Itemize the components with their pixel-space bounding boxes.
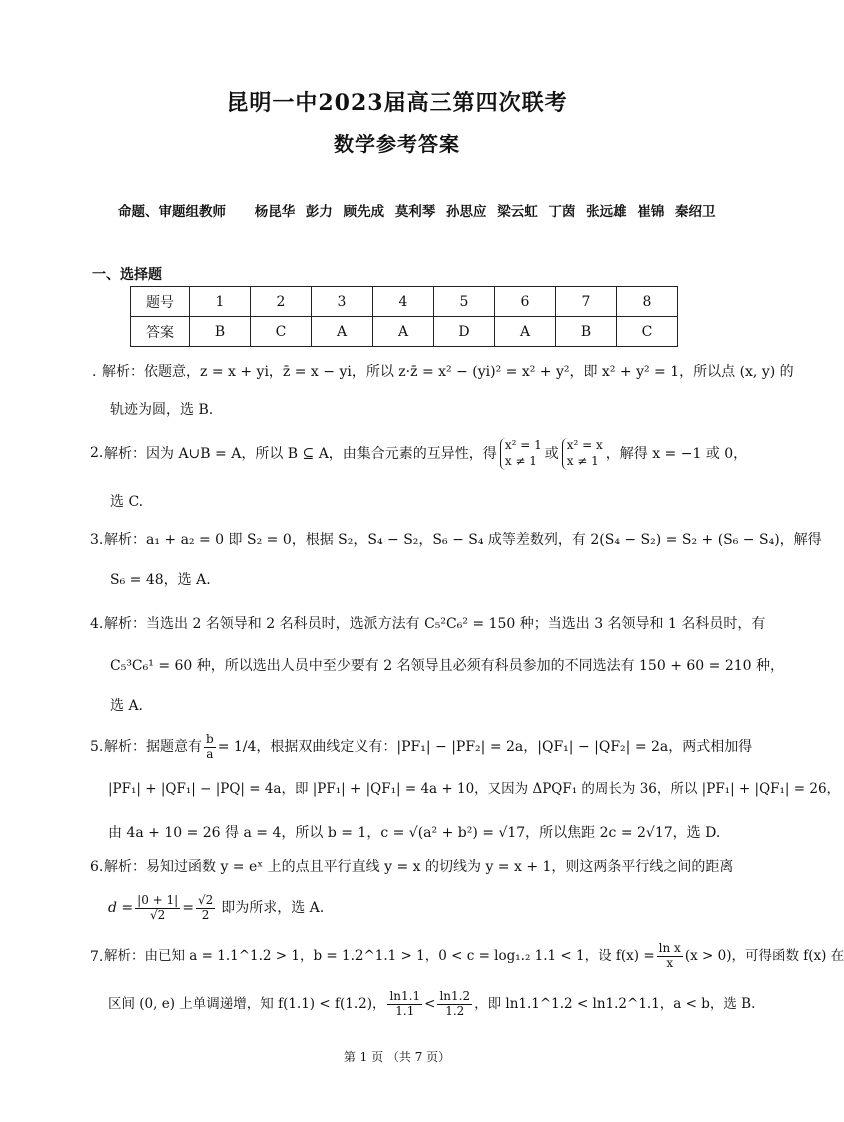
table-cell: B <box>556 317 617 347</box>
fraction-denominator: √2 <box>150 907 166 922</box>
table-cell: A <box>495 317 556 347</box>
fraction <box>135 894 180 923</box>
fraction-denominator: 2 <box>201 907 210 922</box>
fraction <box>387 990 422 1019</box>
solution-text-part: ，即 ln1.1^1.2 < ln1.2^1.1，a < b，选 B. <box>474 995 756 1012</box>
solution-text: S₆ = 48，选 A. <box>110 572 211 588</box>
fraction-denominator: 1.1 <box>395 1003 415 1018</box>
solution-text-part: 解析：因为 A∪B = A，所以 B ⊆ A，由集合元素的互异性，得 <box>104 445 497 462</box>
authors-label: 命题、审题组教师 <box>118 204 226 220</box>
equation: x² = 1 <box>504 438 542 453</box>
fraction-numerator: ln x <box>658 940 681 955</box>
table-cell: 3 <box>312 287 373 317</box>
solution-number: 7. <box>90 949 104 965</box>
solution-text: 解析：易知过函数 y = eˣ 上的点且平行直线 y = x 的切线为 y = x + 1，则这两条平行线之间的距离 <box>104 859 734 875</box>
author-name: 彭力 <box>305 204 333 220</box>
document-title: 昆明一中2023届高三第四次联考 <box>226 90 568 116</box>
fraction-numerator: √2 <box>197 892 214 907</box>
table-row <box>131 317 678 347</box>
table-cell: A <box>373 317 434 347</box>
table-cell: B <box>190 317 251 347</box>
fraction-numerator: |0 + 1| <box>137 892 179 907</box>
solution-text: 由 4a + 10 = 26 得 a = 4，所以 b = 1，c = √(a² + b²) = √17，所以焦距 2c = 2√17，选 D. <box>108 825 721 841</box>
answer-table <box>130 286 678 347</box>
solution-text: |PF₁| + |QF₁| − |PQ| = 4a，即 |PF₁| + |QF₁| = 4a + 10，又因为 ΔPQF₁ 的周长为 36，所以 |PF₁| + |QF₁| = 26， <box>108 781 841 797</box>
table-cell: 4 <box>373 287 434 317</box>
equation: x ≠ 1 <box>566 454 599 468</box>
author-name: 孙思应 <box>446 204 487 220</box>
solution-text: 解析：a₁ + a₂ = 0 即 S₂ = 0，根据 S₂，S₄ − S₂，S₆ − S₄ 成等差数列，有 2(S₄ − S₂) = S₂ + (S₆ − S₄)，解得 <box>104 532 822 548</box>
author-name: 秦绍卫 <box>675 204 716 220</box>
solution-text <box>104 936 844 976</box>
fraction-denominator: 1.2 <box>445 1003 465 1018</box>
table-header-cell: 答案 <box>131 317 190 347</box>
table-cell: D <box>434 317 495 347</box>
author-name: 崔锦 <box>637 204 665 220</box>
solution-text: 解析：依题意，z = x + yi，z̄ = x − yi，所以 z·z̄ = x² − (yi)² = x² + y²，即 x² + y² = 1，所以点 (x, y) 的 <box>102 364 794 380</box>
fraction-denominator: a <box>206 746 214 761</box>
table-header-cell: 题号 <box>131 287 190 317</box>
author-name: 杨昆华 <box>254 204 296 220</box>
solution-text-part: d = <box>108 899 134 916</box>
table-cell: 2 <box>251 287 312 317</box>
solution-text: 解析：当选出 2 名领导和 2 名科员时，选派方法有 C₅²C₆² = 150 种；当选出 3 名领导和 1 名科员时，有 <box>104 616 766 632</box>
section-title: 一、选择题 <box>92 267 162 283</box>
solution-text-part: (x > 0)，可得函数 f(x) 在 <box>684 947 844 964</box>
fraction-numerator: ln1.1 <box>389 988 421 1003</box>
fraction <box>437 990 472 1019</box>
solution-text-part: ，解得 x = −1 或 0， <box>605 445 748 462</box>
solution-text-part: 即为所求，选 A. <box>221 899 325 916</box>
solution-text <box>108 982 755 1026</box>
solution-text: 选 A. <box>110 698 144 714</box>
table-cell: C <box>251 317 312 347</box>
solution-text <box>104 730 752 764</box>
fraction <box>204 733 216 762</box>
equation-system <box>500 438 542 469</box>
solution-number: 3. <box>90 532 104 548</box>
solution-text-part: 解析：由已知 a = 1.1^1.2 > 1，b = 1.2^1.1 > 1，0 < c = log₁.₂ 1.1 < 1，设 f(x) = <box>104 947 655 964</box>
fraction-denominator: x <box>666 955 674 970</box>
author-name: 莫利琴 <box>394 204 436 220</box>
solution-text: C₅³C₆¹ = 60 种，所以选出人员中至少要有 2 名领导且必须有科员参加的不同选法有 150 + 60 = 210 种， <box>110 658 784 674</box>
solution-text-part: 或 <box>544 445 559 462</box>
solution-number: 4. <box>90 616 104 632</box>
solution-text-part: < <box>424 995 436 1012</box>
author-name: 丁茵 <box>548 204 576 220</box>
table-cell: 1 <box>190 287 251 317</box>
document-subtitle: 数学参考答案 <box>334 132 460 156</box>
solution-text-part: = 1/4，根据双曲线定义有：|PF₁| − |PF₂| = 2a，|QF₁| − |QF₂| = 2a，两式相加得 <box>217 738 753 755</box>
solution-text <box>104 434 747 474</box>
fraction-numerator: b <box>206 731 214 746</box>
table-cell: 6 <box>495 287 556 317</box>
solution-text: 轨迹为圆，选 B. <box>110 402 214 418</box>
solution-number: 2. <box>90 445 104 461</box>
author-name: 顾先成 <box>343 204 385 220</box>
fraction-numerator: ln1.2 <box>439 988 471 1003</box>
equation: x² = x <box>566 438 603 453</box>
equation: x ≠ 1 <box>504 454 537 468</box>
solution-text: 选 C. <box>110 494 144 510</box>
fraction <box>196 894 215 923</box>
author-list <box>118 200 722 220</box>
table-cell: 5 <box>434 287 495 317</box>
table-cell: A <box>312 317 373 347</box>
solution-text-part: 解析：据题意有 <box>104 738 202 755</box>
table-cell: C <box>617 317 678 347</box>
table-cell: 7 <box>556 287 617 317</box>
solution-text <box>108 885 324 931</box>
page-footer: 第 1 页 （共 7 页） <box>343 1050 451 1064</box>
solution-number: 5. <box>90 739 104 755</box>
equation-system <box>562 438 603 469</box>
solution-text-part: = <box>182 899 194 916</box>
solution-text-part: 区间 (0, e) 上单调递增，知 f(1.1) < f(1.2)， <box>108 995 386 1012</box>
table-row <box>131 287 678 317</box>
solution-number: . <box>92 364 97 380</box>
solution-number: 6. <box>90 859 104 875</box>
author-name: 梁云虹 <box>497 204 538 220</box>
author-name: 张远雄 <box>586 204 627 220</box>
fraction <box>657 942 683 971</box>
table-cell: 8 <box>617 287 678 317</box>
